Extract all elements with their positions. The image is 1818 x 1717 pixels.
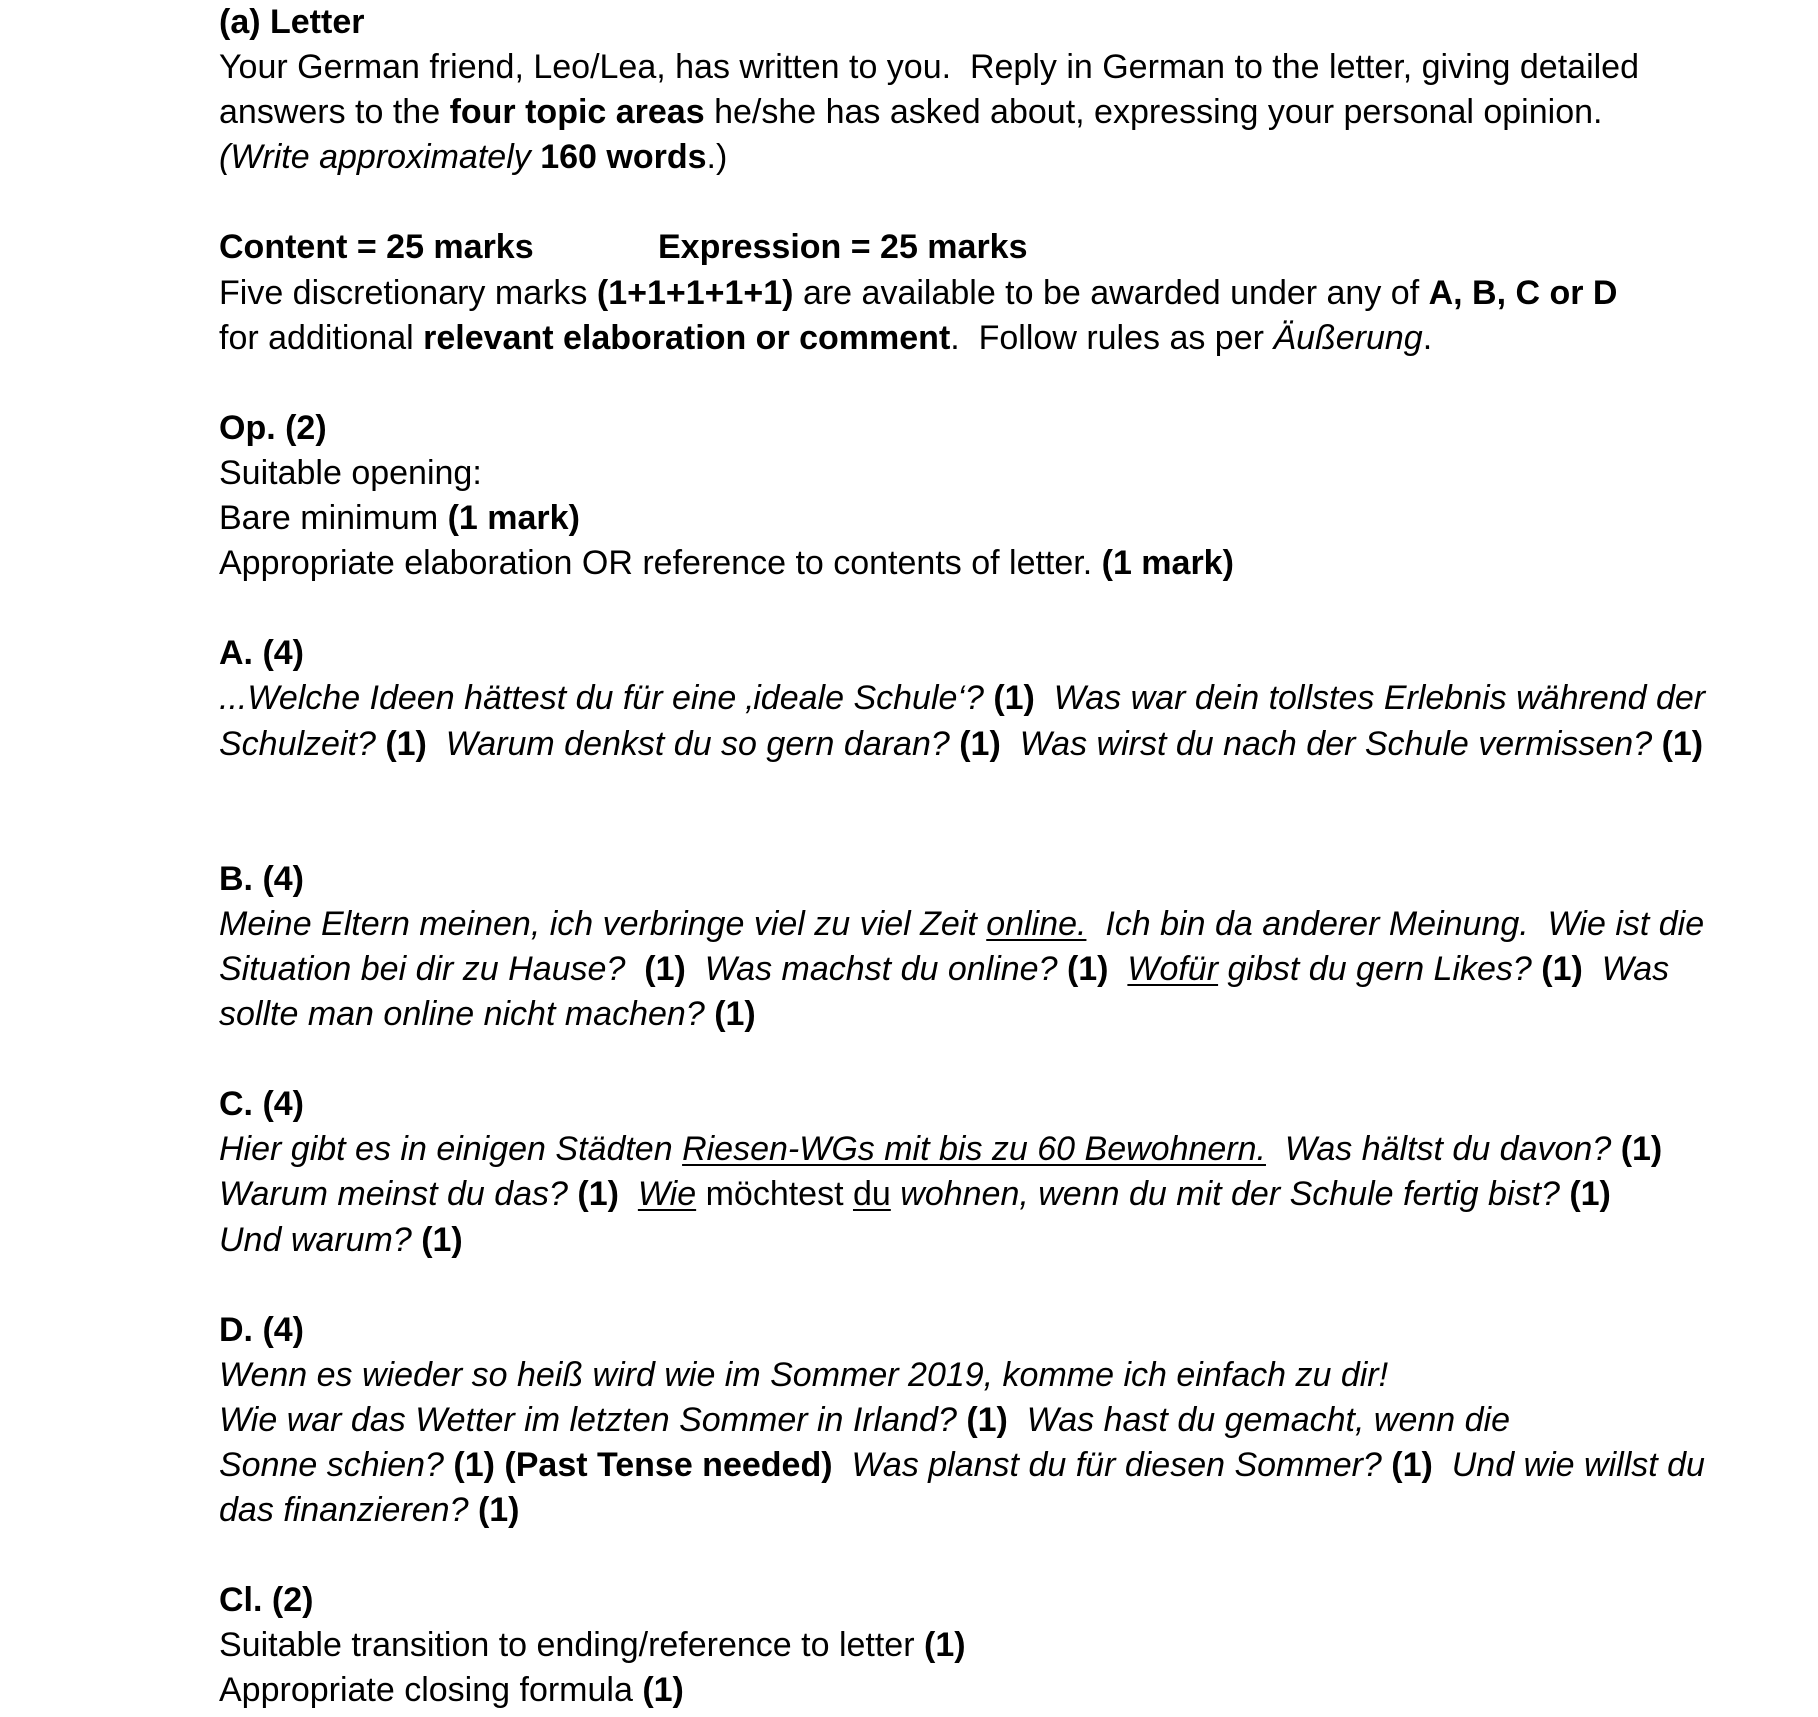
question-text: Was — [1582, 949, 1670, 988]
point-c-line-2 — [219, 1172, 1818, 1217]
point-b-line-2 — [219, 947, 1818, 992]
underlined-term: Wofür — [1127, 949, 1219, 988]
opening-heading: Op. (2) — [219, 408, 327, 447]
mark-award: (1) — [385, 724, 427, 763]
discretionary-line-2 — [219, 316, 1818, 361]
intro-text: Your German friend, Leo/Lea, has written to you. Reply in German to the letter, giving detailed — [219, 48, 1639, 87]
mark-award: (1) — [966, 1400, 1008, 1439]
point-a-section — [219, 631, 1818, 766]
criterion-text: Appropriate closing formula — [219, 1671, 643, 1710]
discretionary-text: Five discretionary marks — [219, 273, 597, 312]
question-text: Ich bin da anderer Meinung. Wie ist die — [1086, 904, 1705, 943]
mark-award: (1) — [993, 679, 1035, 718]
closing-heading-line — [219, 1578, 1818, 1623]
mark-award: (1) — [924, 1626, 966, 1665]
point-d-heading: D. (4) — [219, 1310, 304, 1349]
point-d-line-3 — [219, 1443, 1818, 1488]
question-text: Warum denkst du so gern daran? — [426, 724, 960, 763]
point-d-line-4 — [219, 1488, 1818, 1533]
closing-line-1 — [219, 1623, 1818, 1668]
point-b-heading: B. (4) — [219, 859, 304, 898]
discretionary-emphasis: relevant elaboration or comment — [423, 318, 951, 357]
task-section — [219, 0, 1818, 180]
mark-award: (1) — [477, 1491, 520, 1530]
question-text: Sonne schien? — [219, 1446, 454, 1484]
point-c-section — [219, 1082, 1818, 1262]
task-heading-line — [219, 0, 1818, 45]
opening-line-3 — [219, 541, 1818, 586]
question-text: Was hast du gemacht, wenn die — [1007, 1400, 1510, 1439]
question-text: Was wirst du nach der Schule vermissen? — [1000, 724, 1662, 763]
mark-award: (1) — [1661, 724, 1704, 763]
opening-line-2 — [219, 496, 1818, 541]
word-count: 160 words — [540, 138, 707, 177]
question-text: Meine Eltern meinen, ich verbringe viel zu viel Zeit — [219, 904, 987, 943]
expression-marks: Expression = 25 marks — [658, 228, 1028, 267]
question-text: Wenn es wieder so heiß wird wie im Sommer 2019, komme ich einfach zu dir! — [219, 1355, 1389, 1394]
discretionary-text: . — [1422, 318, 1433, 357]
intro-line-3 — [219, 135, 1818, 180]
mark-award-note: (1) (Past Tense needed) — [453, 1446, 833, 1484]
point-d-line-1 — [219, 1353, 1818, 1398]
opening-heading-line — [219, 406, 1818, 451]
point-a-heading: A. (4) — [219, 634, 304, 673]
question-text: möchtest — [696, 1175, 853, 1214]
question-text: Was planst du für diesen Sommer? — [832, 1446, 1392, 1484]
question-text: Hier gibt es in einigen Städten — [219, 1130, 683, 1169]
mark-award: (1) — [1541, 949, 1583, 988]
closing-heading: Cl. (2) — [219, 1581, 314, 1620]
closing-section — [219, 1578, 1818, 1713]
underlined-term: du — [852, 1175, 891, 1214]
mark-award: (1) — [421, 1220, 463, 1259]
opening-line-1 — [219, 451, 1818, 496]
point-d-section — [219, 1308, 1818, 1533]
underlined-term: Wie — [637, 1175, 697, 1214]
mark-award: (1) — [642, 1671, 684, 1710]
criterion-text: Bare minimum — [219, 499, 448, 538]
question-text: Schulzeit? — [219, 724, 386, 763]
question-text: das finanzieren? — [219, 1491, 478, 1530]
mark-award: (1) — [577, 1175, 638, 1214]
point-c-heading-line — [219, 1082, 1818, 1127]
mark-award: (1 mark) — [1101, 544, 1234, 583]
question-text: gibst du gern Likes? — [1218, 949, 1542, 988]
intro-emphasis: four topic areas — [449, 93, 705, 132]
question-text: Und warum? — [219, 1220, 422, 1259]
mark-award: (1) — [714, 995, 756, 1034]
point-a-heading-line — [219, 631, 1818, 676]
question-text: Und wie willst du — [1432, 1446, 1705, 1484]
intro-line-1 — [219, 45, 1818, 90]
mark-award: (1) — [1620, 1130, 1663, 1169]
point-c-line-3 — [219, 1218, 1818, 1263]
mark-award: (1) — [1569, 1175, 1611, 1214]
content-marks: Content = 25 marks — [219, 228, 534, 267]
task-heading: (a) Letter — [219, 3, 365, 41]
discretionary-text: for additional — [219, 318, 424, 357]
underlined-term: Riesen-WGs mit bis zu 60 Bewohnern. — [682, 1130, 1266, 1169]
question-text: Warum meinst du das? — [219, 1175, 578, 1214]
criterion-text: Suitable opening: — [219, 453, 482, 492]
intro-text: he/she has asked about, expressing your personal opinion. — [704, 93, 1603, 132]
discretionary-line-1 — [219, 271, 1818, 316]
mark-award: (1) — [959, 724, 1001, 763]
question-text: Wie war das Wetter im letzten Sommer in Irland? — [219, 1400, 967, 1439]
mark-award: (1) — [1066, 949, 1128, 988]
word-count-instruction: (Write approximately — [219, 138, 541, 177]
discretionary-marks: (1+1+1+1+1) — [596, 273, 794, 312]
discretionary-text: . Follow rules as per — [950, 318, 1274, 357]
mark-award: (1) — [644, 949, 686, 988]
point-b-line-3 — [219, 992, 1818, 1037]
question-text: Was hältst du davon? — [1265, 1130, 1621, 1169]
point-d-heading-line — [219, 1308, 1818, 1353]
marks-section — [219, 225, 1818, 360]
marks-summary-line — [219, 225, 1818, 270]
point-b-heading-line — [219, 857, 1818, 902]
question-text: wohnen, wenn du mit der Schule fertig bist? — [890, 1175, 1570, 1214]
closing-line-2 — [219, 1668, 1818, 1713]
discretionary-term: Äußerung — [1273, 318, 1423, 357]
point-c-heading: C. (4) — [219, 1085, 304, 1124]
question-text: ...Welche Ideen hättest du für eine ‚ideale Schule‘? — [219, 679, 994, 718]
underlined-term: online. — [986, 904, 1087, 943]
word-count-close: .) — [706, 138, 728, 177]
mark-award: (1 mark) — [447, 499, 580, 538]
point-d-line-2 — [219, 1398, 1818, 1443]
discretionary-sections: A, B, C or D — [1428, 273, 1618, 312]
question-text: Was war dein tollstes Erlebnis während der — [1034, 679, 1706, 718]
opening-section — [219, 406, 1818, 586]
intro-text: answers to the — [219, 93, 450, 132]
point-c-line-1 — [219, 1127, 1818, 1172]
criterion-text: Suitable transition to ending/reference to letter — [219, 1626, 924, 1665]
point-a-line-2 — [219, 722, 1818, 767]
discretionary-text: are available to be awarded under any of — [793, 273, 1429, 312]
intro-line-2 — [219, 90, 1818, 135]
question-text: sollte man online nicht machen? — [219, 995, 715, 1034]
question-text: Situation bei dir zu Hause? — [219, 949, 645, 988]
point-a-line-1 — [219, 676, 1818, 721]
question-text: Was machst du online? — [685, 949, 1067, 988]
criterion-text: Appropriate elaboration OR reference to contents of letter. — [219, 544, 1102, 583]
point-b-section — [219, 857, 1818, 1037]
mark-award: (1) — [1391, 1446, 1433, 1484]
point-b-line-1 — [219, 902, 1818, 947]
